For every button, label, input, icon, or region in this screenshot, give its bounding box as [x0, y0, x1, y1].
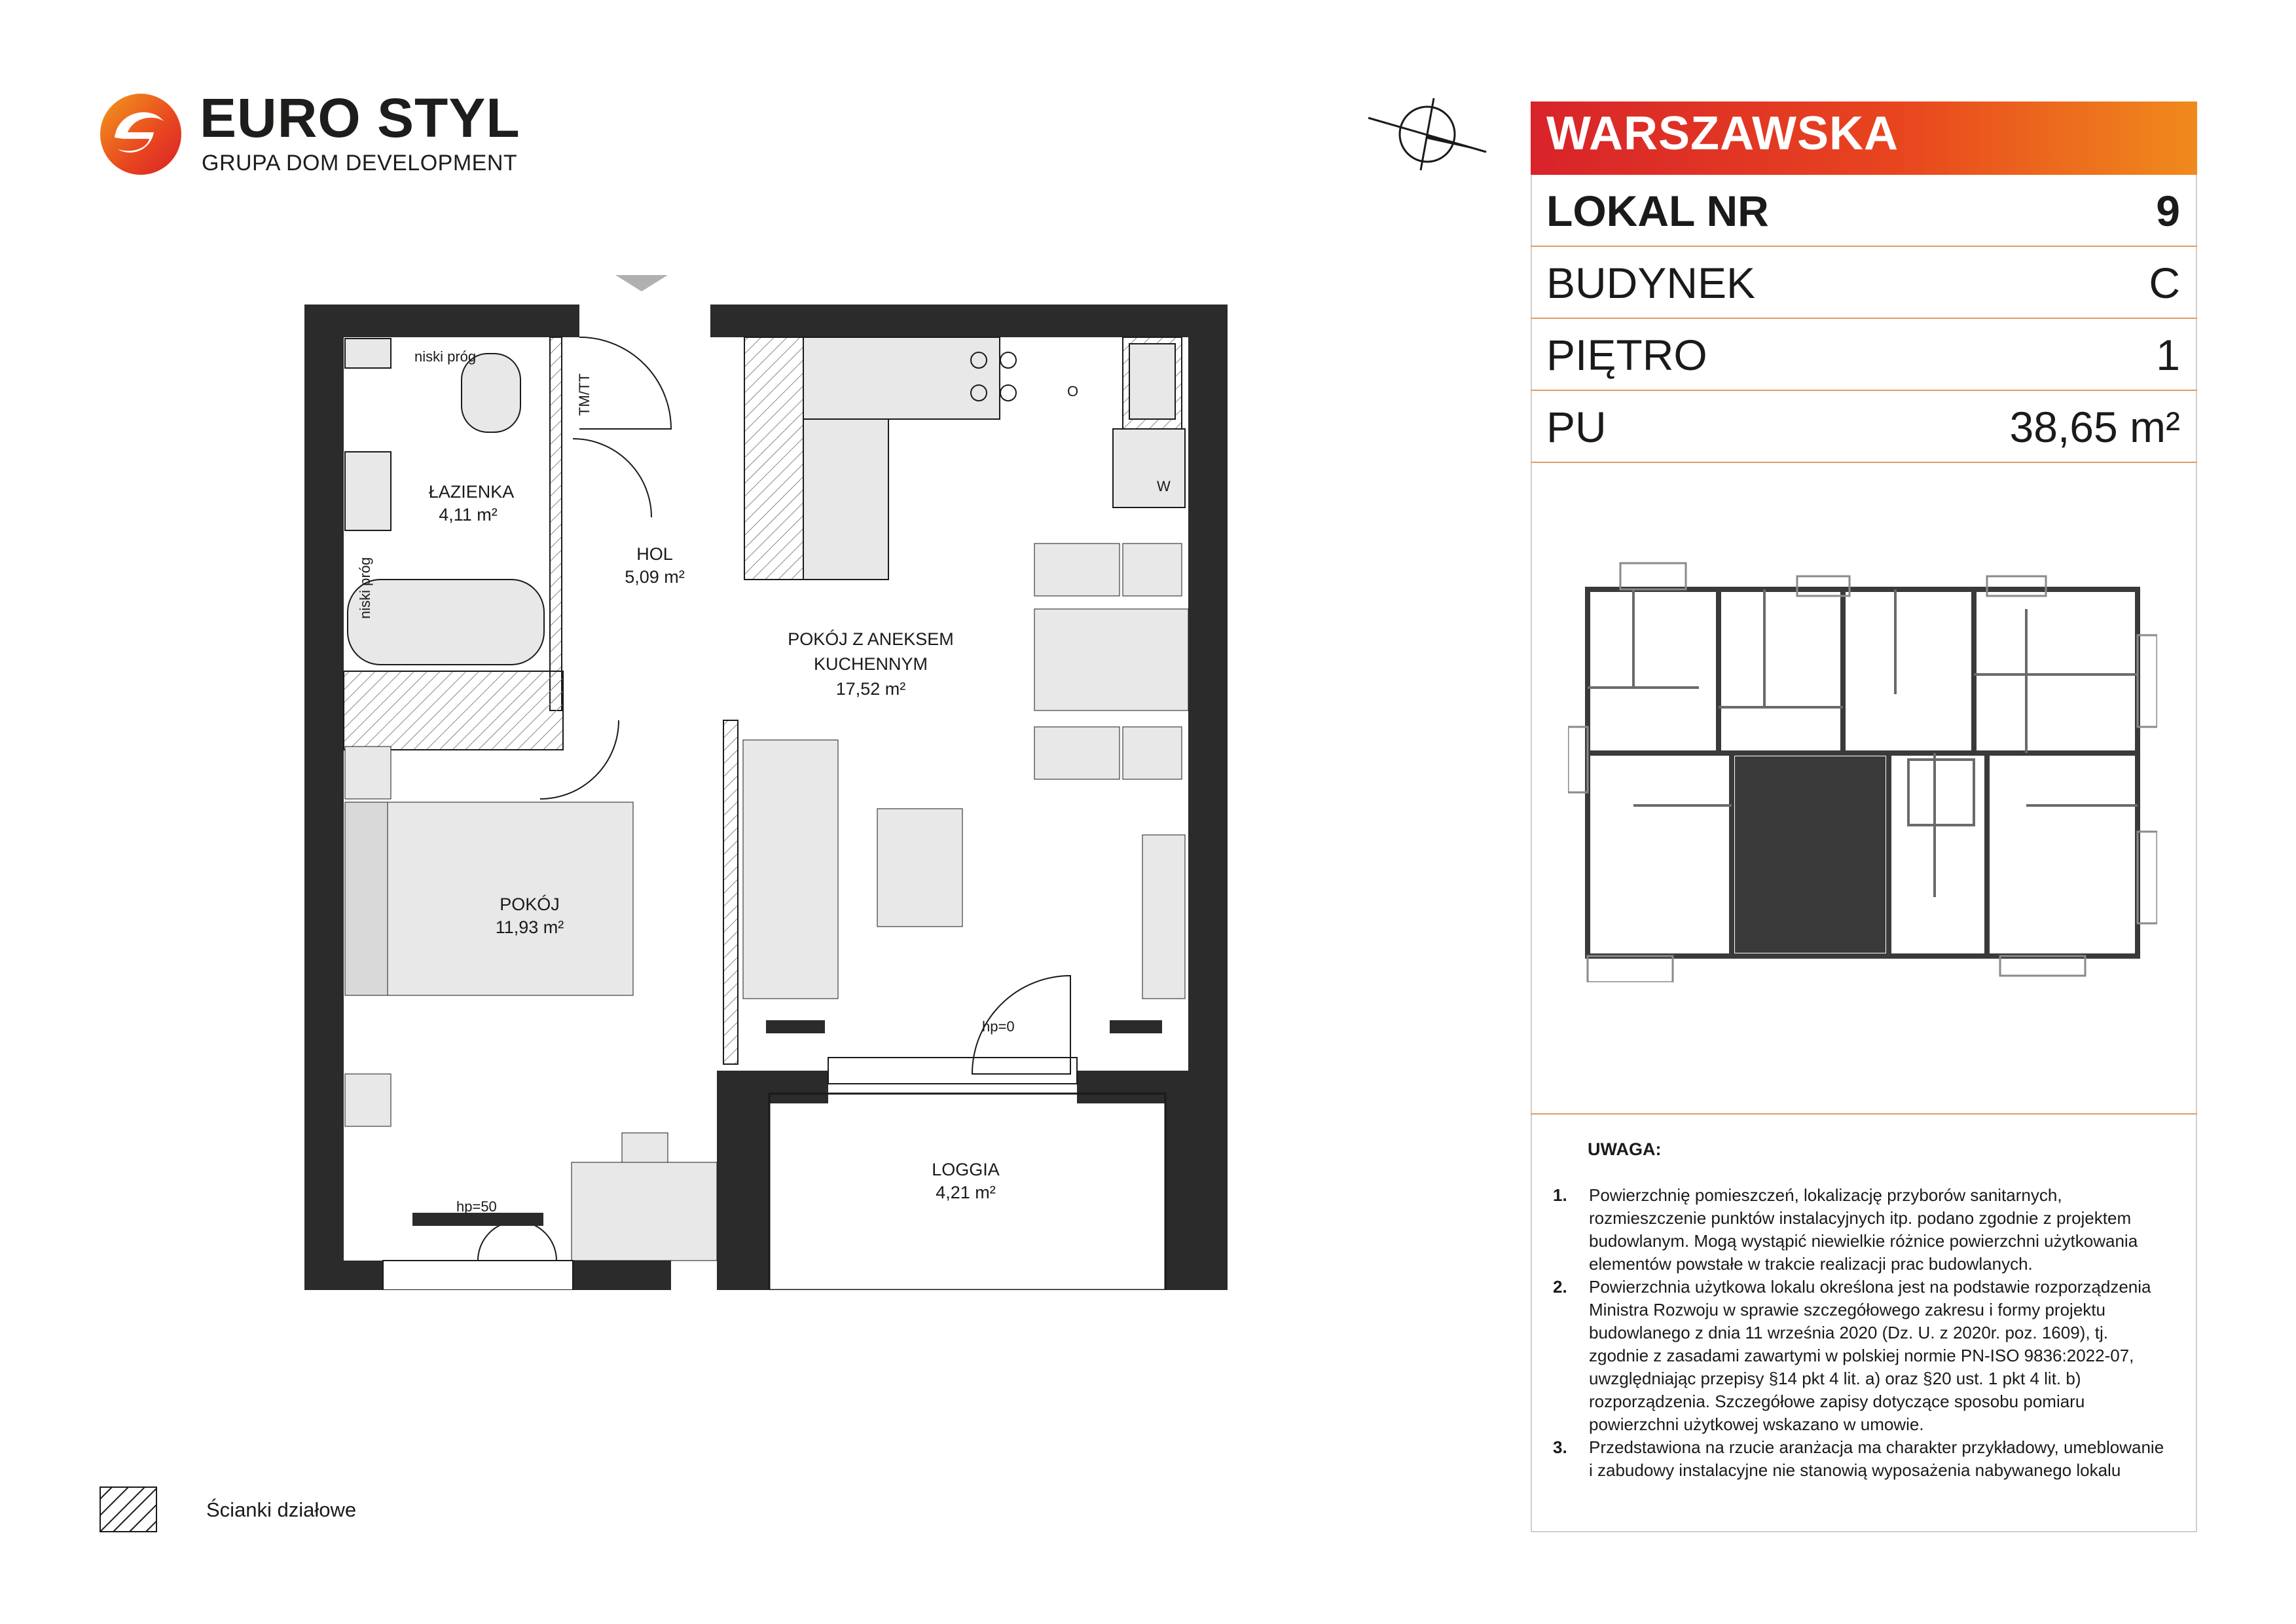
logo-subtitle: GRUPA DOM DEVELOPMENT — [202, 151, 518, 175]
info-row-budynek — [1531, 247, 2197, 319]
info-label: PIĘTRO — [1546, 331, 1707, 379]
info-value: C — [2149, 259, 2180, 307]
threshold-label-side: niski próg — [357, 557, 373, 619]
room-area: 4,11 m² — [439, 505, 498, 525]
room-pokoj-aneks-label — [788, 629, 954, 699]
north-compass-icon — [1362, 92, 1493, 190]
info-row-pietro — [1531, 319, 2197, 391]
notes-title: UWAGA: — [1588, 1139, 1662, 1159]
info-value: 9 — [2156, 187, 2180, 235]
partition-wall-hatch-icon — [100, 1486, 157, 1532]
floor-plan — [304, 275, 1228, 1290]
room-area: 11,93 m² — [495, 917, 564, 937]
eurostyl-logo-icon — [98, 92, 183, 177]
room-area: 17,52 m² — [835, 679, 906, 699]
info-label: LOKAL NR — [1546, 187, 1769, 235]
note-text: Powierzchnia użytkowa lokalu określona jest na podstawie rozporządzenia Ministra Rozwoju w sprawie szczegółowego zakresu i formy projektu budowlanego z dnia 11 września 2020 (Dz. U. z 2020r. poz. 1609), tj. zgodnie z zasadami zawartymi w polskiej normie PN-ISO 9836:2022-07, uwzględniając przepisy §14 pkt 4 lit. a) oraz §20 ust. 1 pkt 4 lit. b) rozporządzenia. Szczegółowe zapisy dotyczące sposobu pomiaru powierzchni użytkowej wskazano w umowie. — [1589, 1277, 2151, 1434]
room-area: 5,09 m² — [625, 567, 685, 587]
legend-label: Ścianki działowe — [206, 1498, 357, 1521]
note-text: Powierzchnię pomieszczeń, lokalizację przyborów sanitarnych, rozmieszczenie punktów instalacyjnych itp. podano zgodnie z projektem budowlanym. Mogą wystąpić niewielkie różnice powierzchni użytkowania elementów powstałe w trakcie realizacji prac budowlanych. — [1589, 1185, 2138, 1274]
info-row-pu — [1531, 391, 2197, 463]
oven-label: O — [1067, 383, 1079, 399]
threshold-label: niski próg — [414, 348, 477, 365]
washer-label: W — [1157, 478, 1171, 494]
note-number: 2. — [1553, 1277, 1567, 1297]
note-text: Przedstawiona na rzucie aranżacja ma charakter przykładowy, umeblowanie i zabudowy instalacyjne nie stanowią wyposażenia nabywanego lokalu — [1589, 1437, 2164, 1480]
info-label: BUDYNEK — [1546, 259, 1756, 307]
notes-divider — [1531, 1113, 2197, 1115]
note-item — [1553, 1276, 2175, 1436]
room-hol-label — [625, 544, 685, 587]
note-number: 1. — [1553, 1185, 1567, 1205]
room-area: 4,21 m² — [936, 1183, 996, 1202]
note-number: 3. — [1553, 1437, 1567, 1457]
room-name-2: KUCHENNYM — [813, 654, 928, 674]
room-name: ŁAZIENKA — [428, 482, 515, 502]
investment-name: WARSZAWSKA — [1546, 107, 1899, 160]
room-name: POKÓJ — [500, 895, 560, 914]
room-lazienka-label — [429, 482, 515, 525]
info-label: PU — [1546, 403, 1607, 451]
window-sill-label: hp=50 — [456, 1198, 497, 1215]
door-threshold-label: hp=0 — [982, 1018, 1015, 1035]
building-key-plan — [1568, 557, 2157, 982]
logo-title: EURO STYL — [200, 87, 520, 149]
meter-label: TM/TT — [576, 373, 592, 416]
room-loggia-label — [932, 1160, 1000, 1202]
note-item — [1553, 1436, 2175, 1508]
info-value: 1 — [2156, 331, 2180, 379]
room-name: LOGGIA — [932, 1160, 1000, 1179]
room-name: POKÓJ Z ANEKSEM — [788, 629, 954, 649]
note-item — [1553, 1184, 2175, 1276]
info-row-lokal — [1531, 175, 2197, 247]
info-value: 38,65 m² — [2009, 403, 2180, 451]
room-name: HOL — [636, 544, 673, 564]
